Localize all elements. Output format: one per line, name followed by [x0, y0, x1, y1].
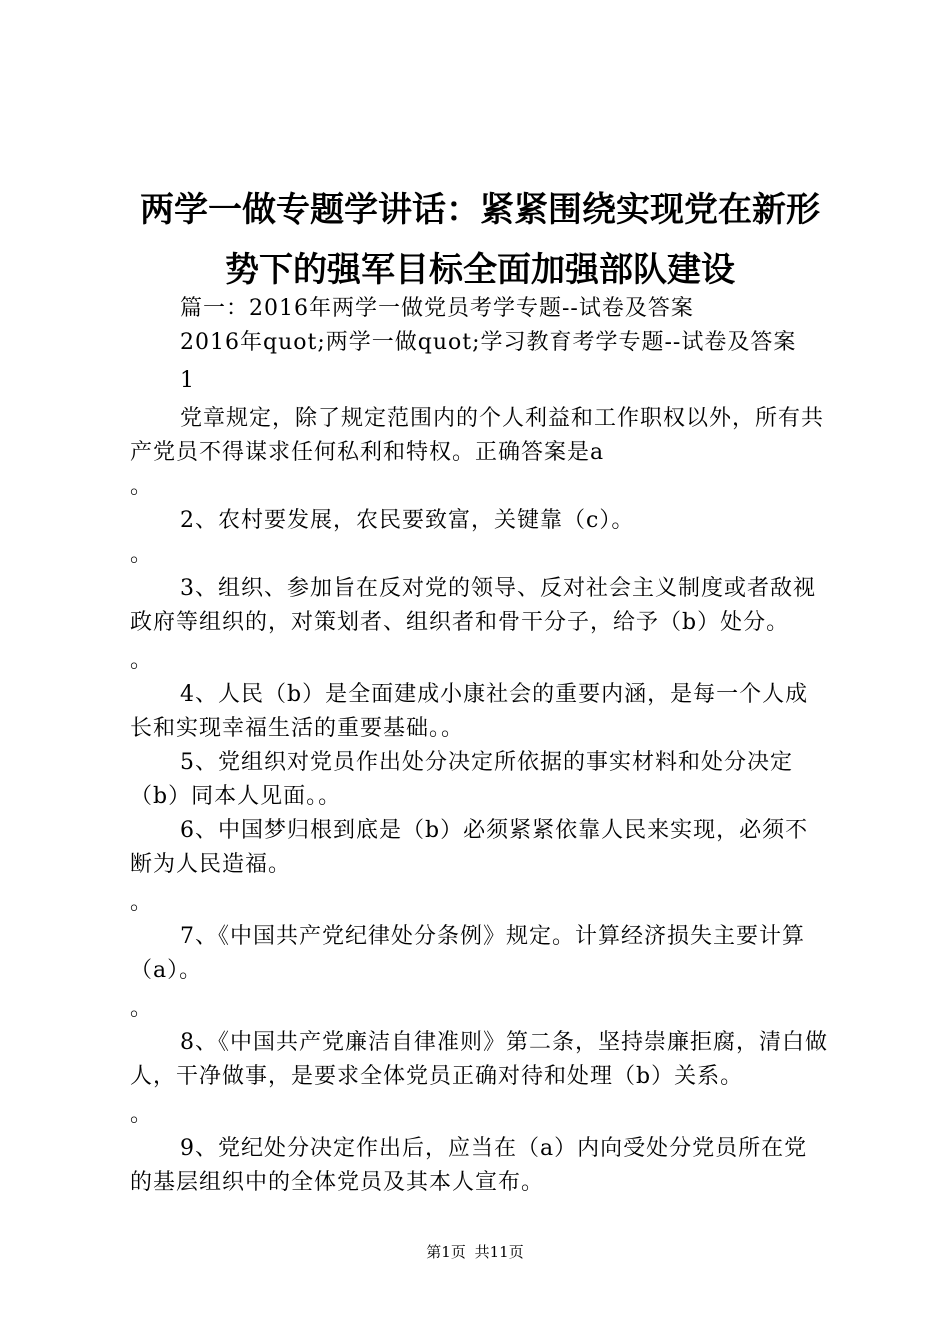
paragraph-question-6: 6、中国梦归根到底是（b）必须紧紧依靠人民来实现，必须不断为人民造福。	[130, 818, 809, 877]
paragraph-question-9: 9、党纪处分决定作出后，应当在（a）内向受处分党员所在党的基层组织中的全体党员及其本人宣布。	[130, 1136, 808, 1195]
page-number: 第1页	[426, 1243, 466, 1261]
paragraph-question-2: 2、农村要发展，农民要致富，关键靠（c）。	[180, 508, 635, 533]
page-total: 共11页	[474, 1243, 524, 1261]
paragraph-question-7: 7、《中国共产党纪律处分条例》规定。计算经济损失主要计算（a）。	[130, 924, 805, 983]
page-footer	[0, 1242, 950, 1262]
paragraph-separator: 。	[130, 542, 154, 567]
paragraph-exam-title: 2016年quot;两学一做quot;学习教育考学专题--试卷及答案	[180, 330, 797, 355]
paragraph-separator: 。	[130, 1102, 154, 1127]
paragraph-separator: 。	[130, 648, 154, 673]
paragraph-separator: 。	[130, 474, 154, 499]
paragraph-question-5: 5、党组织对党员作出处分决定所依据的事实材料和处分决定（b）同本人见面。。	[130, 750, 793, 809]
paragraph-question-8: 8、《中国共产党廉洁自律准则》第二条，坚持崇廉拒腐，清白做人，干净做事，是要求全体党员正确对待和处理（b）关系。	[130, 1030, 828, 1089]
paragraph-number: 1	[180, 368, 195, 393]
paragraph-question-1: 党章规定，除了规定范围内的个人利益和工作职权以外，所有共产党员不得谋求任何私利和特权。正确答案是a	[130, 406, 825, 465]
paragraph-section-heading: 篇一：2016年两学一做党员考学专题--试卷及答案	[180, 296, 694, 321]
paragraph-separator: 。	[130, 996, 154, 1021]
document-body	[130, 292, 830, 1200]
paragraph-question-3: 3、组织、参加旨在反对党的领导、反对社会主义制度或者敌视政府等组织的，对策划者、组织者和骨干分子，给予（b）处分。	[130, 576, 816, 635]
paragraph-separator: 。	[130, 890, 154, 915]
document-title-line-1: 两学一做专题学讲话：紧紧围绕实现党在新形	[140, 190, 820, 230]
document-title-line-2: 势下的强军目标全面加强部队建设	[225, 250, 735, 290]
paragraph-question-4: 4、人民（b）是全面建成小康社会的重要内涵，是每一个人成长和实现幸福生活的重要基础。。	[130, 682, 809, 741]
